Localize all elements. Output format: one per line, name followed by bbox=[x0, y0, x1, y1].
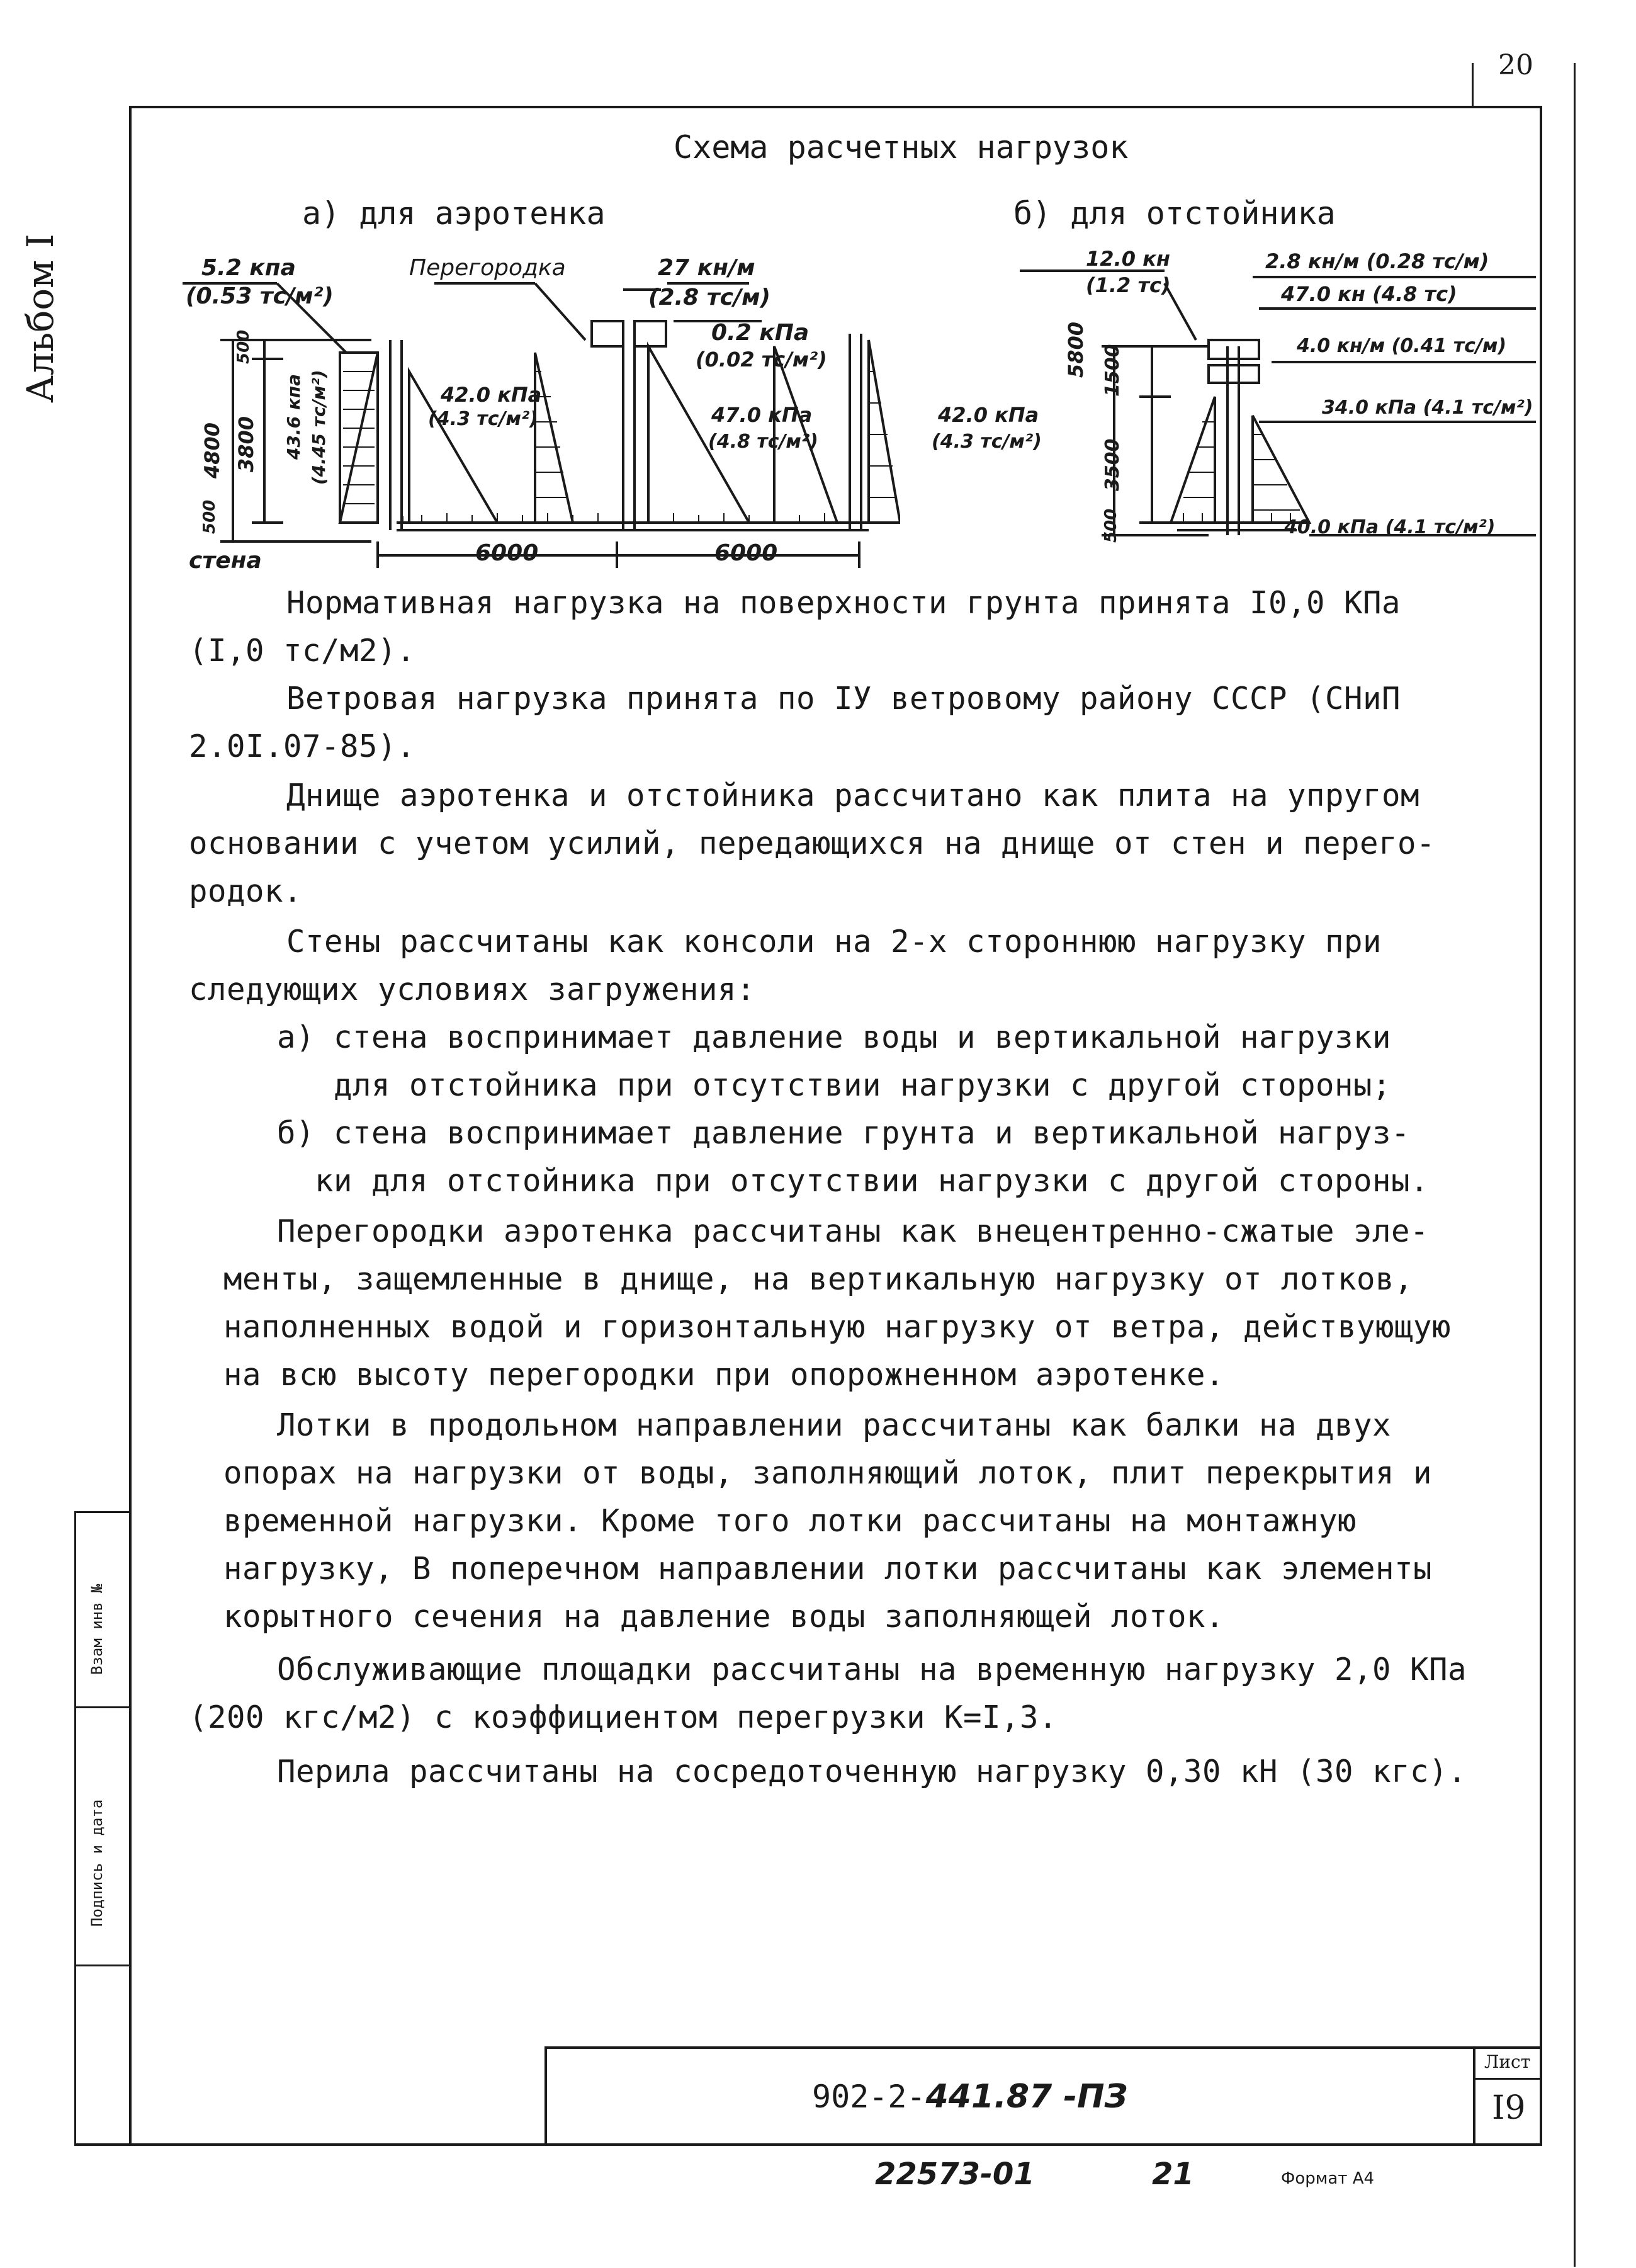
dim-bottom: 500 bbox=[200, 499, 219, 534]
doc-code-printed: 902-2- bbox=[812, 2078, 926, 2115]
stamp-sign-date: Подпись и дата bbox=[88, 1799, 106, 1927]
small-load-tc: (0.02 тс/м²) bbox=[696, 348, 827, 371]
line-load-2: 4.0 кн/м (0.41 тс/м) bbox=[1297, 335, 1507, 357]
stamp-h2 bbox=[74, 1706, 131, 1708]
wall-load-a-tc: (4.3 тс/м²) bbox=[428, 408, 538, 430]
tb-sheet-mid bbox=[1473, 2078, 1542, 2080]
para-7b: (200 кгс/м2) с коэффициентом перегрузки К=I,3. bbox=[189, 1699, 1058, 1735]
left-caption: а) для аэротенка bbox=[302, 195, 606, 232]
r-dim-total: 5800 bbox=[1064, 321, 1088, 378]
para-3a: Днище аэротенка и отстойника рассчитано как плита на упругом bbox=[286, 778, 1420, 814]
dim-total: 4800 bbox=[200, 422, 224, 479]
pressure-2: 40.0 кПа (4.1 тс/м²) bbox=[1284, 516, 1496, 538]
wall-load-a: 42.0 кПа bbox=[441, 383, 542, 407]
para-4f: ки для отстойника при отсутствии нагрузки с другой стороны. bbox=[315, 1163, 1430, 1199]
para-4a: Стены рассчитаны как консоли на 2-х стороннюю нагрузку при bbox=[286, 924, 1382, 960]
archive-page: 21 bbox=[1152, 2157, 1194, 2192]
format-label: Формат А4 bbox=[1281, 2169, 1375, 2188]
para-2a: Ветровая нагрузка принята по IУ ветровому району СССР (СНиП bbox=[286, 681, 1401, 717]
tb-top bbox=[544, 2046, 1542, 2049]
wall-load-c-tc: (4.3 тс/м²) bbox=[932, 431, 1042, 453]
para-2b: 2.0I.07-85). bbox=[189, 729, 416, 764]
line-load-label: 27 кн/м bbox=[658, 255, 755, 281]
doc-code bbox=[812, 2078, 1127, 2116]
para-5a: Перегородки аэротенка рассчитаны как внецентренно-сжатые эле- bbox=[277, 1213, 1430, 1249]
span-1: 6000 bbox=[475, 540, 539, 566]
para-5b: менты, защемленные в днище, на вертикальную нагрузку от лотков, bbox=[223, 1261, 1414, 1297]
dim-top: 500 bbox=[234, 329, 253, 364]
para-4d: для отстойника при отсутствии нагрузки с другой стороны; bbox=[334, 1067, 1392, 1103]
stamp-h3 bbox=[74, 1965, 131, 1966]
para-4b: следующих условиях загружения: bbox=[189, 972, 756, 1007]
sheet-number: I9 bbox=[1492, 2089, 1526, 2127]
para-4c: а) стена воспринимает давление воды и вертикальной нагрузки bbox=[277, 1019, 1392, 1055]
album-label: Альбом I bbox=[19, 234, 62, 403]
r-dim-bottom: 500 bbox=[1102, 508, 1120, 543]
span-2: 6000 bbox=[714, 540, 778, 566]
wall-load-b-tc: (4.8 тс/м²) bbox=[708, 431, 818, 453]
diagram-title: Схема расчетных нагрузок bbox=[674, 129, 1129, 166]
para-3b: основании с учетом усилий, передающихся на днище от стен и перего- bbox=[189, 825, 1436, 861]
para-6b: опорах на нагрузки от воды, заполняющий лоток, плит перекрытия и bbox=[223, 1455, 1433, 1491]
wall-label: стена bbox=[189, 548, 262, 574]
para-6c: временной нагрузки. Кроме того лотки рассчитаны на монтажную bbox=[223, 1503, 1357, 1539]
archive-code: 22573-01 bbox=[875, 2157, 1035, 2192]
point-load-2: 47.0 кн (4.8 тс) bbox=[1281, 282, 1457, 306]
wall-load-c: 42.0 кПа bbox=[938, 403, 1039, 427]
dim-mid: 3800 bbox=[234, 416, 258, 472]
para-7a: Обслуживающие площадки рассчитаны на временную нагрузку 2,0 КПа bbox=[277, 1652, 1467, 1687]
para-5c: наполненных водой и горизонтальную нагрузку от ветра, действующую bbox=[223, 1309, 1452, 1345]
pressure-1: 34.0 кПа (4.1 тс/м²) bbox=[1322, 397, 1533, 419]
inner-load-tc: (4.45 тс/м²) bbox=[308, 370, 329, 485]
para-8: Перила рассчитаны на сосредоточенную нагрузку 0,30 кН (30 кгс). bbox=[277, 1754, 1467, 1789]
para-1a: Нормативная нагрузка на поверхности грунта принята I0,0 КПа bbox=[286, 585, 1401, 621]
line-load-tc: (2.8 тс/м) bbox=[648, 285, 770, 310]
line-load-1: 2.8 кн/м (0.28 тс/м) bbox=[1265, 249, 1489, 273]
partition-label: Перегородка bbox=[409, 255, 566, 281]
para-3c: родок. bbox=[189, 873, 303, 909]
para-4e: б) стена воспринимает давление грунта и вертикальной нагруз- bbox=[277, 1115, 1411, 1151]
corner-tick bbox=[1472, 63, 1474, 106]
inner-load: 43.6 кпа bbox=[283, 373, 304, 460]
stamp-vline bbox=[74, 1511, 76, 2146]
right-caption: б) для отстойника bbox=[1013, 195, 1336, 232]
tb-sheet-left bbox=[1473, 2046, 1475, 2146]
r-dim-mid: 3500 bbox=[1102, 438, 1124, 491]
wall-load-b: 47.0 кПа bbox=[711, 403, 813, 427]
frame-top bbox=[129, 106, 1542, 108]
left-load-top: 5.2 кпа bbox=[201, 255, 296, 281]
para-6e: корытного сечения на давление воды заполняющей лоток. bbox=[223, 1599, 1225, 1635]
page-corner-number: 20 bbox=[1498, 49, 1533, 81]
frame-bottom bbox=[74, 2143, 1542, 2146]
para-1b: (I,0 тс/м2). bbox=[189, 633, 416, 669]
para-6d: нагрузку, В поперечном направлении лотки рассчитаны как элементы bbox=[223, 1551, 1433, 1587]
para-5d: на всю высоту перегородки при опорожненном аэротенке. bbox=[223, 1357, 1225, 1393]
left-load-top-tc: (0.53 тс/м²) bbox=[186, 283, 334, 309]
small-load-label: 0.2 кПа bbox=[711, 320, 810, 346]
sheet-label: Лист bbox=[1484, 2051, 1531, 2072]
stamp-h1 bbox=[74, 1511, 131, 1513]
para-6a: Лотки в продольном направлении рассчитаны как балки на двух bbox=[277, 1407, 1392, 1443]
point-load-tc: (1.2 тс) bbox=[1086, 273, 1171, 297]
point-load: 12.0 кн bbox=[1086, 247, 1170, 271]
r-dim-top: 1500 bbox=[1102, 344, 1124, 397]
doc-code-hand: 441.87 -ПЗ bbox=[925, 2078, 1128, 2116]
stamp-inv-no: Взам инв № bbox=[88, 1584, 106, 1675]
frame-left bbox=[129, 106, 132, 2146]
tb-left bbox=[544, 2046, 547, 2146]
